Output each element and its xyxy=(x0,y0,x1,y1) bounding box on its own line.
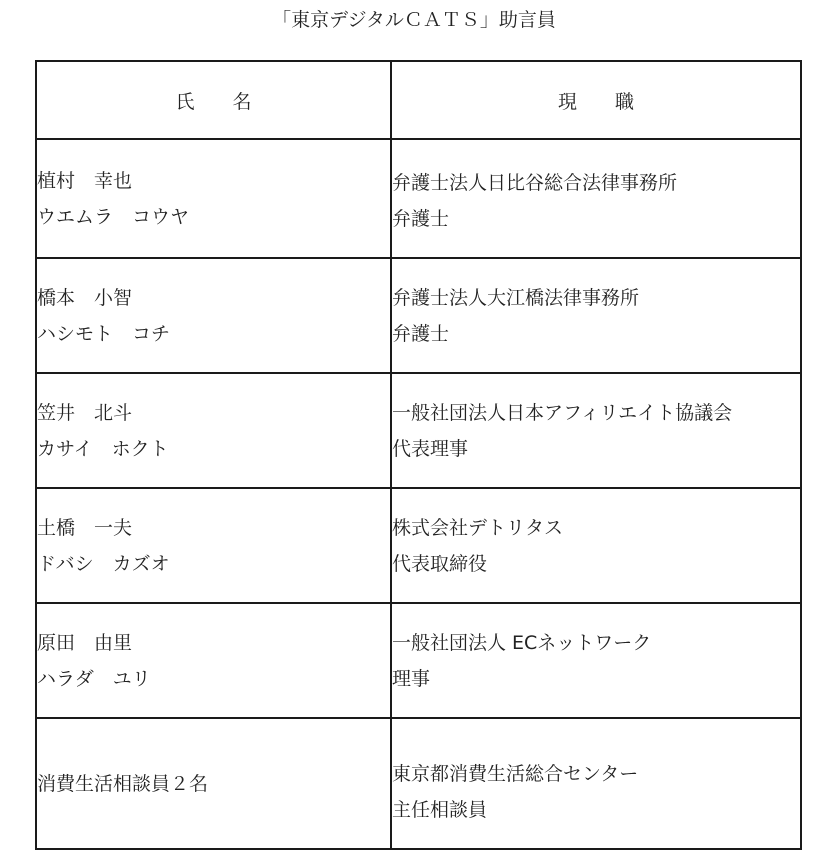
position-cell xyxy=(391,603,801,718)
position-cell xyxy=(391,258,801,373)
person-name: 消費生活相談員２名 xyxy=(37,772,209,795)
person-name: 笠井 北斗 xyxy=(37,401,133,424)
header-position: 現 職 xyxy=(391,61,801,139)
name-cell xyxy=(36,258,391,373)
role: 弁護士 xyxy=(392,322,450,345)
table-row xyxy=(36,488,801,603)
role: 理事 xyxy=(392,667,431,690)
organization: 株式会社デトリタス xyxy=(392,516,564,539)
position-cell xyxy=(391,139,801,258)
person-name: 原田 由里 xyxy=(37,631,133,654)
organization: 一般社団法人 ECネットワーク xyxy=(392,631,652,654)
person-name: 植村 幸也 xyxy=(37,169,133,192)
position-cell xyxy=(391,373,801,488)
name-cell xyxy=(36,488,391,603)
document-title: 「東京デジタルＣＡＴＳ」助言員 xyxy=(272,9,556,31)
role: 主任相談員 xyxy=(392,798,488,821)
person-kana: ハラダ ユリ xyxy=(37,667,151,690)
name-cell xyxy=(36,718,391,849)
person-kana: カサイ ホクト xyxy=(37,437,169,460)
organization: 弁護士法人日比谷総合法律事務所 xyxy=(392,171,678,194)
role: 代表取締役 xyxy=(392,552,488,575)
advisor-table xyxy=(35,60,802,850)
person-kana: ドバシ カズオ xyxy=(37,552,170,575)
role: 弁護士 xyxy=(392,207,450,230)
position-cell xyxy=(391,488,801,603)
organization: 弁護士法人大江橋法律事務所 xyxy=(392,286,640,309)
table-row xyxy=(36,373,801,488)
name-cell xyxy=(36,603,391,718)
name-cell xyxy=(36,139,391,258)
table-row xyxy=(36,603,801,718)
role: 代表理事 xyxy=(392,437,469,460)
organization: 東京都消費生活総合センター xyxy=(392,762,639,785)
person-name: 橋本 小智 xyxy=(37,286,133,309)
organization: 一般社団法人日本アフィリエイト協議会 xyxy=(392,401,733,424)
position-cell xyxy=(391,718,801,849)
table-row xyxy=(36,718,801,849)
table-row xyxy=(36,139,801,258)
table-header-row xyxy=(36,61,801,139)
name-cell xyxy=(36,373,391,488)
person-name: 土橋 一夫 xyxy=(37,516,133,539)
table-row xyxy=(36,258,801,373)
person-kana: ハシモト コチ xyxy=(37,322,171,345)
person-kana: ウエムラ コウヤ xyxy=(37,205,190,228)
header-name: 氏 名 xyxy=(36,61,391,139)
